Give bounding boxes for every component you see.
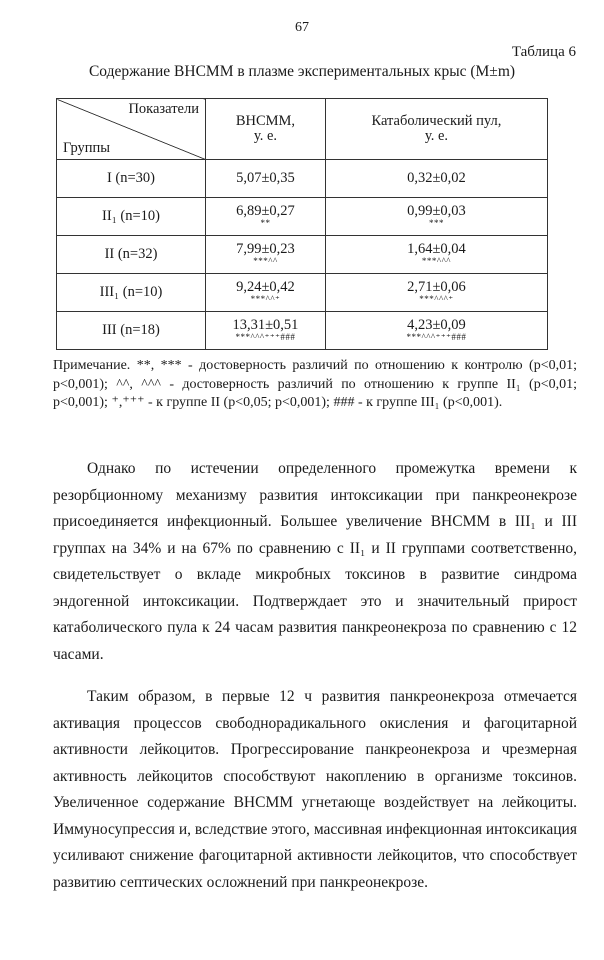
table-note: Примечание. **, *** - достоверность различий по отношению к контролю (p<0,01; p<0,001); ^^, ^^^ - достоверность различий по отношению к группе II₁ (p<0,01; p<0,001); ⁺,⁺⁺⁺ - к группе II (p<0,05; p<0,001); ### - к группе III₁ (p<0,001). <box>53 358 577 410</box>
pool-header-cell <box>325 99 547 160</box>
table-row <box>57 198 548 236</box>
pool-cell <box>325 198 547 236</box>
data-table <box>56 98 548 350</box>
group-cell: III₁ (n=10) <box>57 274 206 312</box>
significance-mark: ***^^^ <box>421 256 452 267</box>
pool-cell <box>325 236 547 274</box>
vnsmm-cell <box>206 312 326 350</box>
vnsmm-header-cell <box>206 99 326 160</box>
table-row <box>57 274 548 312</box>
table-caption: Содержание ВНСММ в плазме экспериментальных крыс (M±m) <box>88 63 516 80</box>
pool-value: 4,23±0,09 <box>407 316 466 333</box>
significance-mark: ** <box>260 218 271 229</box>
paragraph-text: Однако по истечении определенного промежутка времени к резорбционному механизму развития интоксикации при панкреонекрозе присоединяется инфекционный. Большее увеличение ВНСММ в III₁ и III группах на 34% и на 67% по сравнению с II₁ и II группами соответственно, свидетельствует о вкладе микробных токсинов в развитие синдрома эндогенной интоксикации. Подтверждает это и значительный прирост катаболического пула к 24 часам развития панкреонекроза по сравнению с 12 часами. <box>53 460 577 663</box>
table-row <box>57 312 548 350</box>
significance-mark: ***^^^⁺⁺⁺### <box>406 332 467 343</box>
vnsmm-header: ВНСММ, <box>235 112 296 129</box>
pool-value: 2,71±0,06 <box>407 278 466 295</box>
pool-header: Катаболический пул, <box>371 112 502 129</box>
vnsmm-value: 7,99±0,23 <box>236 240 295 257</box>
vnsmm-unit: у. е. <box>253 128 277 144</box>
pool-cell <box>325 274 547 312</box>
page-number: 67 <box>295 20 309 35</box>
vnsmm-value: 5,07±0,35 <box>236 169 295 186</box>
pool-cell <box>325 160 547 198</box>
pool-value: 0,99±0,03 <box>407 202 466 219</box>
pool-value: 0,32±0,02 <box>407 169 466 186</box>
paragraph <box>53 456 577 668</box>
table-row <box>57 160 548 198</box>
table-label: Таблица 6 <box>511 44 576 60</box>
group-cell: I (n=30) <box>57 160 206 198</box>
paragraph <box>53 684 577 896</box>
table-row <box>57 236 548 274</box>
significance-mark: ***^^^⁺ <box>419 294 454 305</box>
vnsmm-value: 9,24±0,42 <box>236 278 295 295</box>
corner-header-top: Показатели <box>128 101 199 117</box>
group-cell: II₁ (n=10) <box>57 198 206 236</box>
vnsmm-cell <box>206 160 326 198</box>
paragraph-text: Таким образом, в первые 12 ч развития панкреонекроза отмечается активация процессов свободнорадикального окисления и фагоцитарной активности лейкоцитов. Прогрессирование панкреонекроза и чрезмерная активность лейкоцитов способствуют накоплению в организме токсинов. Увеличенное содержание ВНСММ угнетающе воздействует на лейкоциты. Иммуносупрессия и, вследствие этого, массивная инфекционная интоксикация усиливают снижение фагоцитарной активности лейкоцитов, что способствует развитию септических осложнений при панкреонекрозе. <box>53 688 577 891</box>
table-header-row <box>57 99 548 160</box>
significance-mark: ***^^ <box>253 256 278 267</box>
group-cell: III (n=18) <box>57 312 206 350</box>
significance-mark: ***^^^⁺⁺⁺### <box>235 332 296 343</box>
corner-header-cell <box>57 99 206 160</box>
pool-value: 1,64±0,04 <box>407 240 466 257</box>
pool-unit: у. е. <box>424 128 448 144</box>
corner-header-bottom: Группы <box>63 139 111 156</box>
significance-mark: ***^^⁺ <box>250 294 281 305</box>
vnsmm-value: 6,89±0,27 <box>236 202 295 219</box>
vnsmm-value: 13,31±0,51 <box>232 316 299 333</box>
vnsmm-cell <box>206 236 326 274</box>
pool-cell <box>325 312 547 350</box>
group-cell: II (n=32) <box>57 236 206 274</box>
significance-mark: *** <box>428 218 444 229</box>
vnsmm-cell <box>206 274 326 312</box>
vnsmm-cell <box>206 198 326 236</box>
